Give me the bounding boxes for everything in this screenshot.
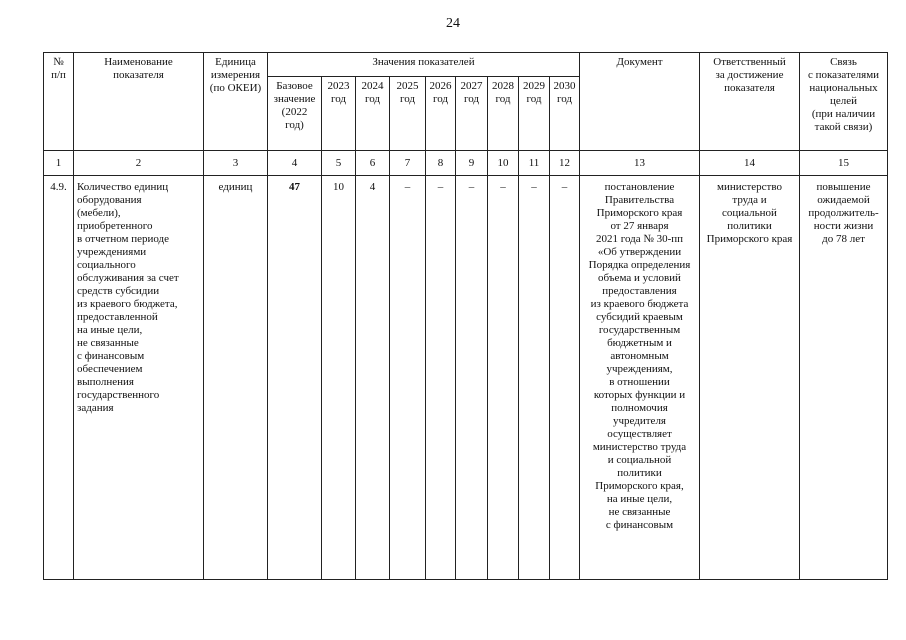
row-value-2028: –: [488, 176, 519, 580]
row-base-value: 47: [268, 176, 322, 580]
row-responsible: министерство труда и социальной политики Приморского края: [700, 176, 800, 580]
row-value-2029: –: [519, 176, 550, 580]
row-num: 4.9.: [44, 176, 74, 580]
header-2029: 2029 год: [519, 77, 550, 151]
column-number: 7: [390, 151, 426, 176]
column-number: 11: [519, 151, 550, 176]
header-2030: 2030 год: [550, 77, 580, 151]
column-number: 5: [322, 151, 356, 176]
header-name: Наименование показателя: [74, 53, 204, 151]
row-unit: единиц: [204, 176, 268, 580]
header-responsible: Ответственный за достижение показателя: [700, 53, 800, 151]
header-link: Связь с показателями национальных целей (при наличии такой связи): [800, 53, 888, 151]
header-2028: 2028 год: [488, 77, 519, 151]
column-number: 10: [488, 151, 519, 176]
header-num: № п/п: [44, 53, 74, 151]
row-value-2027: –: [456, 176, 488, 580]
column-number: 15: [800, 151, 888, 176]
column-number: 3: [204, 151, 268, 176]
header-base: Базовое значение (2022 год): [268, 77, 322, 151]
header-2024: 2024 год: [356, 77, 390, 151]
page-number: 24: [446, 16, 460, 31]
column-number: 13: [580, 151, 700, 176]
column-number: 9: [456, 151, 488, 176]
header-2027: 2027 год: [456, 77, 488, 151]
row-value-2026: –: [426, 176, 456, 580]
table-row: [44, 176, 888, 580]
header-2025: 2025 год: [390, 77, 426, 151]
column-number: 12: [550, 151, 580, 176]
column-number: 14: [700, 151, 800, 176]
row-value-2023: 10: [322, 176, 356, 580]
row-national-goal-link: повышение ожидаемой продолжитель- ности жизни до 78 лет: [800, 176, 888, 580]
row-value-2030: –: [550, 176, 580, 580]
header-2023: 2023 год: [322, 77, 356, 151]
column-number: 8: [426, 151, 456, 176]
header-unit: Единица измерения (по ОКЕИ): [204, 53, 268, 151]
column-number: 6: [356, 151, 390, 176]
header-2026: 2026 год: [426, 77, 456, 151]
row-value-2024: 4: [356, 176, 390, 580]
row-value-2025: –: [390, 176, 426, 580]
row-document: постановление Правительства Приморского края от 27 января 2021 года № 30-пп «Об утверждении Порядка определения объема и условий предоставления из краевого бюджета субсидий краевым государственным бюджетным и автономным учреждениям, в отношении которых функции и полномочия учредителя осуществляет министерство труда и социальной политики Приморского края, на иные цели, не связанные с финансовым: [580, 176, 700, 580]
column-number: 2: [74, 151, 204, 176]
header-document: Документ: [580, 53, 700, 151]
indicators-table: [43, 52, 888, 580]
column-number: 1: [44, 151, 74, 176]
column-number: 4: [268, 151, 322, 176]
row-indicator-name: Количество единиц оборудования (мебели), приобретенного в отчетном периоде учреждениями социального обслуживания за счет средств субсидии из краевого бюджета, предоставленной на иные цели, не связанные с финансовым обеспечением выполнения государственного задания: [74, 176, 204, 580]
header-values-group: Значения показателей: [268, 53, 580, 77]
